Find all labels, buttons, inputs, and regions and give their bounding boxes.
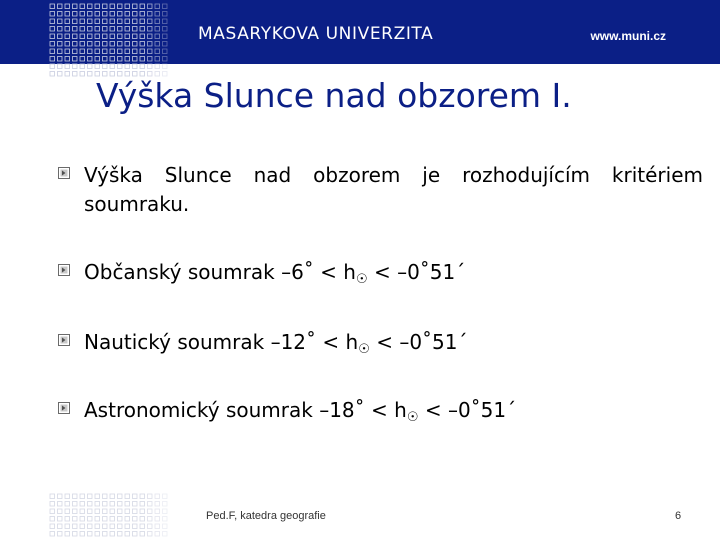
sun-symbol: ☉ xyxy=(406,410,419,425)
decor-dot xyxy=(125,494,130,499)
bullet-text-suffix: < –0˚51´ xyxy=(418,398,517,422)
decor-dot xyxy=(155,532,160,537)
decor-dot xyxy=(125,524,130,529)
decor-dot xyxy=(155,502,160,507)
decor-dot xyxy=(80,502,85,507)
decor-dot xyxy=(73,502,78,507)
bullet-item xyxy=(58,328,703,364)
decor-dot xyxy=(118,494,123,499)
decor-dot xyxy=(118,524,123,529)
decor-dot xyxy=(103,494,108,499)
decor-dot xyxy=(95,524,100,529)
bullet-text-prefix: Občanský soumrak –6˚ < h xyxy=(84,260,356,284)
decor-dot xyxy=(125,509,130,514)
decor-dot xyxy=(155,494,160,499)
bullet-item xyxy=(58,396,703,432)
bullet-square-icon xyxy=(58,167,70,179)
decor-dot xyxy=(110,502,115,507)
decor-dot xyxy=(95,509,100,514)
decor-dot xyxy=(133,502,138,507)
decor-dot xyxy=(103,502,108,507)
decor-dot xyxy=(65,502,70,507)
decor-dot xyxy=(110,494,115,499)
bullet-text-suffix: < –0˚51´ xyxy=(369,330,468,354)
decor-dot xyxy=(140,517,145,522)
decor-dot xyxy=(148,517,153,522)
decor-dot xyxy=(88,532,93,537)
bullet-text-suffix: < –0˚51´ xyxy=(367,260,466,284)
decor-dot xyxy=(80,494,85,499)
decor-dot xyxy=(50,509,55,514)
decor-dot xyxy=(73,517,78,522)
decor-dot xyxy=(50,524,55,529)
decor-dot xyxy=(133,517,138,522)
decor-dot xyxy=(163,494,168,499)
decor-dot xyxy=(148,509,153,514)
decor-dot xyxy=(50,532,55,537)
decor-dot xyxy=(140,532,145,537)
decor-dot xyxy=(80,524,85,529)
decor-dot xyxy=(133,494,138,499)
sun-symbol: ☉ xyxy=(358,342,370,357)
bullet-square-icon xyxy=(58,402,70,414)
decor-dot xyxy=(88,524,93,529)
decor-dot xyxy=(65,532,70,537)
decor-dot xyxy=(133,509,138,514)
decor-dot xyxy=(73,494,78,499)
decor-dot xyxy=(58,524,63,529)
decor-dot xyxy=(140,524,145,529)
decor-dot xyxy=(155,517,160,522)
decor-dot xyxy=(50,494,55,499)
decor-dot xyxy=(65,509,70,514)
decor-dot xyxy=(133,532,138,537)
decor-dot xyxy=(58,502,63,507)
decor-dot xyxy=(58,532,63,537)
decor-dot xyxy=(163,502,168,507)
decor-dot xyxy=(163,532,168,537)
decor-dot xyxy=(140,494,145,499)
decor-dot xyxy=(148,532,153,537)
decor-dot xyxy=(103,509,108,514)
decor-dot xyxy=(88,494,93,499)
bullet-item xyxy=(58,258,703,294)
decor-dot xyxy=(140,509,145,514)
bullet-square-icon xyxy=(58,264,70,276)
decor-dot xyxy=(140,502,145,507)
decor-dot xyxy=(118,532,123,537)
decor-dot xyxy=(80,532,85,537)
university-url[interactable]: www.muni.cz xyxy=(590,29,666,43)
decor-dot xyxy=(110,532,115,537)
slide-title: Výška Slunce nad obzorem I. xyxy=(96,76,572,115)
bullet-text xyxy=(84,258,703,294)
bullet-square-icon xyxy=(58,334,70,346)
decor-dot xyxy=(58,494,63,499)
decor-dot xyxy=(95,494,100,499)
decor-dot xyxy=(65,524,70,529)
decor-dot xyxy=(88,509,93,514)
bullet-text-prefix: Astronomický soumrak –18˚ < h xyxy=(84,398,407,422)
decor-dot xyxy=(73,509,78,514)
decor-dot xyxy=(110,517,115,522)
bullet-text xyxy=(84,328,703,364)
decor-dot xyxy=(95,502,100,507)
decor-dot xyxy=(125,517,130,522)
decor-dot xyxy=(125,502,130,507)
decor-dot xyxy=(95,517,100,522)
decor-dot xyxy=(148,494,153,499)
decor-dot xyxy=(110,509,115,514)
decor-dot xyxy=(125,532,130,537)
bullet-item xyxy=(58,161,703,219)
decor-dot xyxy=(50,502,55,507)
decor-dot xyxy=(110,524,115,529)
footer-department: Ped.F, katedra geografie xyxy=(206,510,326,522)
decor-dot xyxy=(148,524,153,529)
decor-dot xyxy=(95,532,100,537)
decor-dot xyxy=(103,524,108,529)
decor-dot xyxy=(118,502,123,507)
bullet-text-prefix: Nautický soumrak –12˚ < h xyxy=(84,330,359,354)
sun-symbol: ☉ xyxy=(355,272,368,287)
decor-dot xyxy=(103,532,108,537)
decor-dot xyxy=(155,509,160,514)
decor-dot xyxy=(163,517,168,522)
decor-dot xyxy=(155,524,160,529)
decor-dot xyxy=(80,509,85,514)
decor-dot xyxy=(65,517,70,522)
decor-dot xyxy=(163,509,168,514)
decor-dot xyxy=(88,502,93,507)
decor-dot xyxy=(65,494,70,499)
page-number: 6 xyxy=(675,510,682,522)
decor-dot xyxy=(58,509,63,514)
decor-dot xyxy=(118,517,123,522)
decor-dot xyxy=(163,524,168,529)
decor-dot xyxy=(58,517,63,522)
decor-dot xyxy=(118,509,123,514)
decor-dot xyxy=(80,517,85,522)
decor-dot xyxy=(103,517,108,522)
decor-dot xyxy=(50,517,55,522)
decor-dot xyxy=(73,532,78,537)
bullet-text: Výška Slunce nad obzorem je rozhodujícím kritériem soumraku. xyxy=(84,163,703,216)
footer-dot-grid xyxy=(48,490,198,540)
university-name: MASARYKOVA UNIVERZITA xyxy=(198,24,434,44)
decor-dot xyxy=(88,517,93,522)
decor-dot xyxy=(73,524,78,529)
decor-dot xyxy=(148,502,153,507)
decor-dot xyxy=(133,524,138,529)
bullet-text xyxy=(84,396,703,432)
